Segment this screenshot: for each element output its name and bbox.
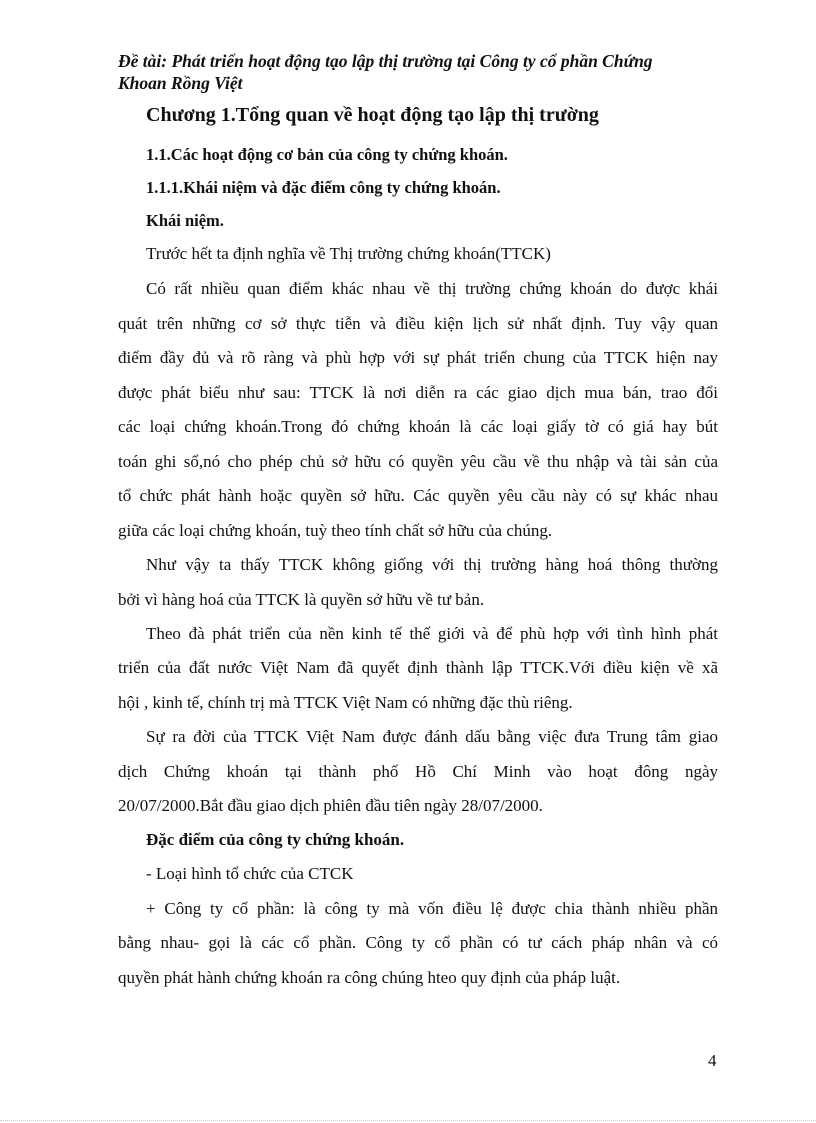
body-line: điểm đầy đủ và rõ ràng và phù hợp với sự phát triển chung của TTCK hiện nay xyxy=(118,348,718,367)
body-line: Theo đà phát triển của nền kinh tế thế giới và để phù hợp với tình hình phát xyxy=(146,624,718,643)
body-line: toán ghi sổ,nó cho phép chủ sở hữu có quyền yêu cầu về thu nhập và tài sản của xyxy=(118,452,718,471)
subheading-characteristics: Đặc điểm của công ty chứng khoán. xyxy=(146,830,405,849)
body-line: bằng nhau- gọi là các cổ phần. Công ty cổ phần có tư cách pháp nhân và có xyxy=(118,933,718,952)
body-line: tổ chức phát hành hoặc quyền sở hữu. Các quyền yêu cầu này có sự khác nhau xyxy=(118,486,718,505)
subheading-concept: Khái niệm. xyxy=(146,211,224,230)
list-item: - Loại hình tổ chức của CTCK xyxy=(146,864,354,883)
body-line: được phát biểu như sau: TTCK là nơi diễn ra các giao dịch mua bán, trao đổi xyxy=(118,383,718,402)
body-line: quát trên những cơ sở thực tiễn và điều kiện lịch sử nhất định. Tuy vậy quan xyxy=(118,314,718,333)
document-header xyxy=(118,50,718,94)
body-line: Sự ra đời của TTCK Việt Nam được đánh dấu bằng việc đưa Trung tâm giao xyxy=(146,727,718,746)
page-number: 4 xyxy=(708,1051,717,1070)
body-line: Có rất nhiều quan điểm khác nhau về thị trường chứng khoán do được khái xyxy=(146,279,718,298)
body-line: bởi vì hàng hoá của TTCK là quyền sở hữu về tư bản. xyxy=(118,590,485,609)
body-line: Trước hết ta định nghĩa về Thị trường chứng khoán(TTCK) xyxy=(146,244,551,263)
body-line: giữa các loại chứng khoán, tuỳ theo tính chất sở hữu của chúng. xyxy=(118,521,553,540)
header-line-1: Đề tài: Phát triển hoạt động tạo lập thị trường tại Công ty cổ phần Chứng xyxy=(118,51,653,71)
body-line: + Công ty cổ phần: là công ty mà vốn điều lệ được chia thành nhiều phần xyxy=(146,899,718,918)
body-line: quyền phát hành chứng khoán ra công chúng hteo quy định của pháp luật. xyxy=(118,968,621,987)
header-line-2: Khoan Rồng Việt xyxy=(118,73,243,93)
chapter-title: Chương 1.Tổng quan về hoạt động tạo lập thị trường xyxy=(146,104,599,126)
page-bottom-divider xyxy=(0,1120,816,1121)
body-line: 20/07/2000.Bắt đầu giao dịch phiên đầu tiên ngày 28/07/2000. xyxy=(118,796,543,815)
body-line: Như vậy ta thấy TTCK không giống với thị trường hàng hoá thông thường xyxy=(146,555,718,574)
section-heading-1-1: 1.1.Các hoạt động cơ bản của công ty chứng khoán. xyxy=(146,145,508,164)
body-line: các loại chứng khoán.Trong đó chứng khoán là các loại giấy tờ có giá hay bút xyxy=(118,417,718,436)
body-line: triển của đất nước Việt Nam đã quyết định thành lập TTCK.Với điều kiện về xã xyxy=(118,658,718,677)
body-line: dịch Chứng khoán tại thành phố Hồ Chí Minh vào hoạt đông ngày xyxy=(118,762,718,781)
section-heading-1-1-1: 1.1.1.Khái niệm và đặc điểm công ty chứng khoán. xyxy=(146,178,501,197)
body-line: hội , kinh tế, chính trị mà TTCK Việt Nam có những đặc thù riêng. xyxy=(118,693,573,712)
